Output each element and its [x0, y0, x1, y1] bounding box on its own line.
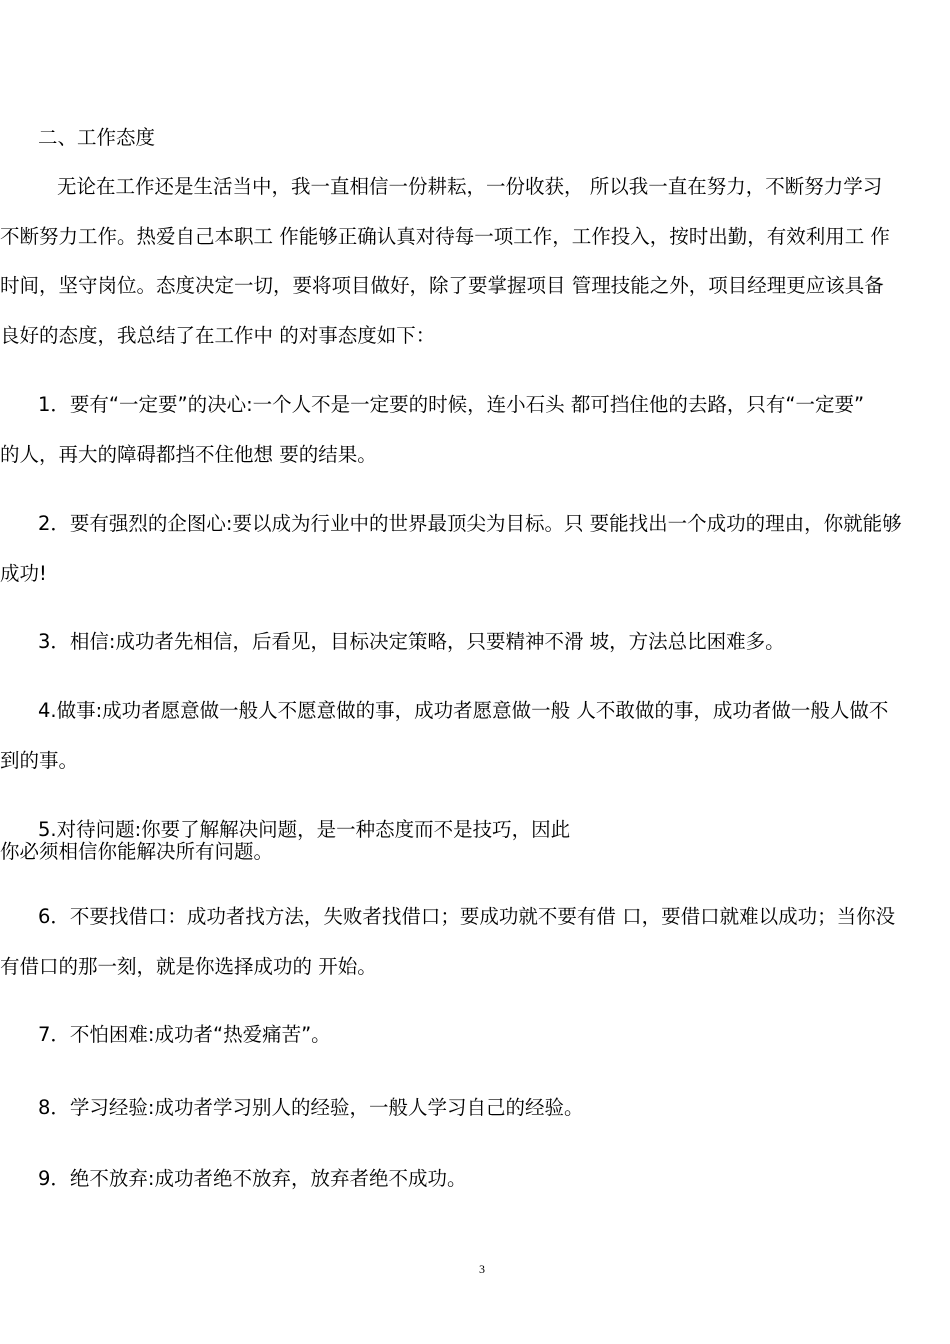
section-heading: 二、工作态度	[38, 126, 156, 149]
list-item-line: 到的事。	[0, 749, 79, 772]
list-item-line: 3．相信:成功者先相信，后看见，目标决定策略，只要精神不滑 坡，方法总比困难多。	[38, 630, 785, 653]
list-item-line: 成功!	[0, 562, 47, 585]
list-item-line: 有借口的那一刻，就是你选择成功的 开始。	[0, 955, 377, 978]
list-item-line: 6．不要找借口：成功者找方法，失败者找借口；要成功就不要有借 口，要借口就难以成功；当你没	[38, 905, 896, 928]
list-item-line: 5.对待问题:你要了解解决问题，是一种态度而不是技巧，因此	[38, 818, 571, 841]
list-item-line: 4.做事:成功者愿意做一般人不愿意做的事，成功者愿意做一般 人不敢做的事，成功者做一般人做不	[38, 699, 889, 722]
paragraph-line: 不断努力工作。热爱自己本职工 作能够正确认真对待每一项工作，工作投入，按时出勤，有效利用工 作	[0, 225, 890, 248]
paragraph-line: 良好的态度，我总结了在工作中 的对事态度如下：	[0, 324, 436, 347]
list-item-line: 8．学习经验:成功者学习别人的经验，一般人学习自己的经验。	[38, 1096, 584, 1119]
list-item-line: 1．要有“一定要”的决心:一个人不是一定要的时候，连小石头 都可挡住他的去路，只有“一定要”	[38, 393, 865, 416]
list-item-line: 9．绝不放弃:成功者绝不放弃，放弃者绝不成功。	[38, 1167, 467, 1190]
list-item-line: 你必须相信你能解决所有问题。	[0, 840, 274, 863]
page-number: 3	[479, 1262, 485, 1276]
list-item-line: 7．不怕困难:成功者“热爱痛苦”。	[38, 1023, 331, 1046]
paragraph-line: 无论在工作还是生活当中，我一直相信一份耕耘，一份收获， 所以我一直在努力，不断努力学习	[57, 175, 883, 198]
list-item-line: 2．要有强烈的企图心:要以成为行业中的世界最顶尖为目标。只 要能找出一个成功的理由，你就能够	[38, 512, 902, 535]
paragraph-line: 时间，坚守岗位。态度决定一切，要将项目做好，除了要掌握项目 管理技能之外，项目经理更应该具备	[0, 274, 884, 297]
list-item-line: 的人，再大的障碍都挡不住他想 要的结果。	[0, 443, 377, 466]
